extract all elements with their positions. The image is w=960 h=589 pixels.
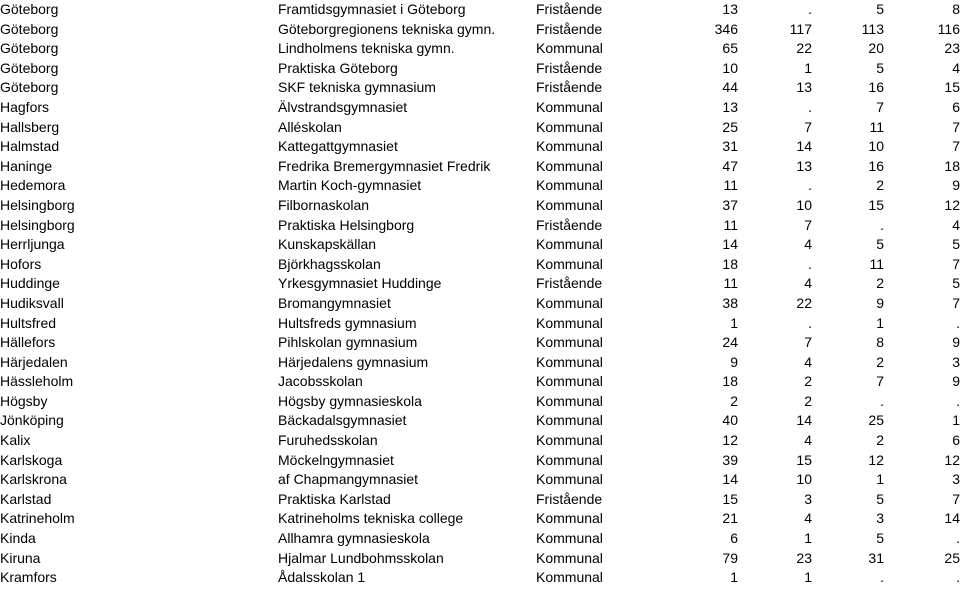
count-col4-cell: 4	[952, 216, 960, 233]
organizer-cell: Kommunal	[536, 314, 603, 331]
count-col4-cell: .	[956, 314, 960, 331]
count-col2-cell: 7	[804, 118, 812, 135]
count-col2-cell: 2	[804, 392, 812, 409]
municipality-cell: Haninge	[0, 157, 53, 174]
organizer-cell: Kommunal	[536, 549, 603, 566]
count-col3-cell: 5	[876, 530, 884, 547]
count-col3-cell: 8	[876, 334, 884, 351]
count-col3-cell: 1	[876, 314, 884, 331]
school-cell: Filbornaskolan	[278, 196, 370, 213]
count-col4-cell: 4	[952, 59, 960, 76]
school-cell: Yrkesgymnasiet Huddinge	[278, 275, 442, 292]
count-col4-cell: 8	[952, 1, 960, 17]
school-cell: Martin Koch-gymnasiet	[278, 177, 422, 194]
table-row	[0, 98, 960, 118]
table-row	[0, 451, 960, 471]
count-total-cell: 24	[722, 334, 738, 351]
municipality-cell: Högsby	[0, 392, 48, 409]
count-total-cell: 2	[730, 392, 738, 409]
count-total-cell: 18	[722, 373, 738, 390]
organizer-cell: Kommunal	[536, 373, 603, 390]
organizer-cell: Kommunal	[536, 196, 603, 213]
table-row	[0, 509, 960, 529]
organizer-cell: Kommunal	[536, 40, 603, 57]
count-col3-cell: 31	[868, 549, 884, 566]
count-total-cell: 346	[714, 20, 738, 37]
count-col3-cell: 16	[868, 79, 884, 96]
count-total-cell: 11	[723, 216, 738, 233]
count-col4-cell: 6	[952, 432, 960, 449]
count-total-cell: 37	[722, 196, 738, 213]
municipality-cell: Göteborg	[0, 40, 59, 57]
count-col2-cell: 22	[796, 40, 812, 57]
count-col4-cell: 9	[952, 177, 960, 194]
count-col2-cell: 14	[796, 138, 812, 155]
count-col3-cell: 9	[876, 294, 884, 311]
count-col3-cell: 5	[876, 490, 884, 507]
municipality-cell: Hässleholm	[0, 373, 74, 390]
municipality-cell: Karlskoga	[0, 451, 63, 468]
count-col3-cell: 5	[876, 1, 884, 17]
count-col2-cell: 14	[796, 412, 812, 429]
table-row	[0, 353, 960, 373]
school-cell: Hjalmar Lundbohmsskolan	[278, 549, 444, 566]
count-col4-cell: 12	[944, 451, 960, 468]
school-cell: Kunskapskällan	[278, 236, 377, 253]
count-col2-cell: .	[808, 255, 812, 272]
table-row	[0, 0, 960, 20]
organizer-cell: Kommunal	[536, 294, 603, 311]
school-cell: Allhamra gymnasieskola	[278, 530, 430, 547]
school-cell: Katrineholms tekniska college	[278, 510, 464, 527]
count-col2-cell: .	[808, 98, 812, 115]
count-col3-cell: 7	[876, 98, 884, 115]
count-col2-cell: .	[808, 1, 812, 17]
count-col3-cell: 10	[868, 138, 884, 155]
count-total-cell: 13	[722, 98, 738, 115]
count-col3-cell: 5	[876, 236, 884, 253]
count-col2-cell: 7	[804, 334, 812, 351]
table-row	[0, 294, 960, 314]
school-cell: Hultsfreds gymnasium	[278, 314, 417, 331]
municipality-cell: Kinda	[0, 530, 36, 547]
count-total-cell: 14	[722, 236, 738, 253]
municipality-cell: Helsingborg	[0, 196, 75, 213]
count-total-cell: 11	[723, 177, 738, 194]
count-col4-cell: 7	[952, 118, 960, 135]
organizer-cell: Fristående	[536, 275, 603, 292]
organizer-cell: Kommunal	[536, 510, 603, 527]
count-col3-cell: 15	[868, 196, 884, 213]
count-total-cell: 11	[723, 275, 738, 292]
count-total-cell: 15	[722, 490, 738, 507]
count-col4-cell: 7	[952, 490, 960, 507]
count-col2-cell: 4	[804, 432, 812, 449]
municipality-cell: Hallsberg	[0, 118, 60, 135]
count-col4-cell: 3	[952, 471, 960, 488]
count-col3-cell: 20	[868, 40, 884, 57]
school-cell: Praktiska Karlstad	[278, 490, 391, 507]
count-col4-cell: 14	[944, 510, 960, 527]
municipality-cell: Jönköping	[0, 412, 64, 429]
count-col2-cell: 4	[804, 510, 812, 527]
count-col4-cell: 6	[952, 98, 960, 115]
table-row	[0, 118, 960, 138]
organizer-cell: Kommunal	[536, 177, 603, 194]
count-col3-cell: 2	[876, 275, 884, 292]
count-col3-cell: 2	[876, 432, 884, 449]
count-total-cell: 10	[722, 59, 738, 76]
organizer-cell: Fristående	[536, 1, 603, 17]
organizer-cell: Fristående	[536, 216, 603, 233]
count-col3-cell: 16	[868, 157, 884, 174]
municipality-cell: Helsingborg	[0, 216, 75, 233]
table-row	[0, 490, 960, 510]
count-col2-cell: 23	[796, 549, 812, 566]
count-col4-cell: 5	[952, 236, 960, 253]
school-cell: Högsby gymnasieskola	[278, 392, 422, 409]
school-cell: Ådalsskolan 1	[278, 569, 366, 586]
municipality-cell: Hagfors	[0, 98, 50, 115]
count-col2-cell: 22	[796, 294, 812, 311]
count-col4-cell: 25	[944, 549, 960, 566]
count-col4-cell: 7	[952, 138, 960, 155]
organizer-cell: Kommunal	[536, 118, 603, 135]
table-row	[0, 431, 960, 451]
count-col4-cell: .	[956, 392, 960, 409]
count-col3-cell: .	[880, 216, 884, 233]
count-col3-cell: 7	[876, 373, 884, 390]
count-col4-cell: 18	[944, 157, 960, 174]
count-col2-cell: 3	[804, 490, 812, 507]
organizer-cell: Kommunal	[536, 138, 603, 155]
table-row	[0, 39, 960, 59]
organizer-cell: Kommunal	[536, 236, 603, 253]
municipality-cell: Göteborg	[0, 1, 59, 17]
school-cell: SKF tekniska gymnasium	[278, 79, 436, 96]
school-cell: Göteborgregionens tekniska gymn.	[278, 20, 496, 37]
count-total-cell: 21	[722, 510, 738, 527]
table-row	[0, 470, 960, 490]
count-total-cell: 1	[730, 314, 738, 331]
organizer-cell: Fristående	[536, 59, 603, 76]
organizer-cell: Kommunal	[536, 334, 603, 351]
count-total-cell: 44	[722, 79, 738, 96]
organizer-cell: Fristående	[536, 20, 603, 37]
table-row	[0, 196, 960, 216]
table-row	[0, 59, 960, 79]
count-col2-cell: 4	[804, 275, 812, 292]
organizer-cell: Fristående	[536, 79, 603, 96]
count-total-cell: 13	[722, 1, 738, 17]
table-row	[0, 392, 960, 412]
count-total-cell: 65	[722, 40, 738, 57]
count-col3-cell: 2	[876, 353, 884, 370]
count-col2-cell: 117	[789, 20, 812, 37]
organizer-cell: Kommunal	[536, 255, 603, 272]
school-cell: Jacobsskolan	[278, 373, 363, 390]
table-row	[0, 255, 960, 275]
municipality-cell: Karlstad	[0, 490, 52, 507]
municipality-cell: Karlskrona	[0, 471, 67, 488]
organizer-cell: Kommunal	[536, 353, 603, 370]
count-col4-cell: 7	[952, 294, 960, 311]
organizer-cell: Kommunal	[536, 569, 603, 586]
table-row	[0, 176, 960, 196]
organizer-cell: Kommunal	[536, 392, 603, 409]
organizer-cell: Kommunal	[536, 530, 603, 547]
municipality-cell: Göteborg	[0, 20, 59, 37]
municipality-cell: Huddinge	[0, 275, 60, 292]
count-col4-cell: 1	[952, 412, 960, 429]
school-cell: Bromangymnasiet	[278, 294, 391, 311]
table-row	[0, 333, 960, 353]
count-total-cell: 39	[722, 451, 738, 468]
organizer-cell: Kommunal	[536, 98, 603, 115]
count-col2-cell: 1	[804, 59, 812, 76]
school-cell: Lindholmens tekniska gymn.	[278, 40, 455, 57]
school-cell: Praktiska Göteborg	[278, 59, 398, 76]
school-cell: Praktiska Helsingborg	[278, 216, 415, 233]
count-col2-cell: 13	[796, 79, 812, 96]
count-col2-cell: 10	[796, 471, 812, 488]
table-row	[0, 235, 960, 255]
table-row	[0, 529, 960, 549]
school-cell: Älvstrandsgymnasiet	[278, 98, 408, 115]
table-row	[0, 568, 960, 588]
count-total-cell: 31	[722, 138, 738, 155]
count-total-cell: 14	[722, 471, 738, 488]
municipality-cell: Halmstad	[0, 138, 60, 155]
school-cell: Härjedalens gymnasium	[278, 353, 429, 370]
table-row	[0, 137, 960, 157]
count-col4-cell: .	[956, 569, 960, 586]
count-total-cell: 18	[722, 255, 738, 272]
count-col3-cell: 25	[868, 412, 884, 429]
table-row	[0, 549, 960, 569]
count-col2-cell: 13	[796, 157, 812, 174]
municipality-cell: Kramfors	[0, 569, 57, 586]
count-col4-cell: 9	[952, 334, 960, 351]
municipality-cell: Härjedalen	[0, 353, 68, 370]
count-col2-cell: .	[808, 177, 812, 194]
count-col4-cell: 9	[952, 373, 960, 390]
count-col3-cell: 1	[876, 471, 884, 488]
school-cell: Fredrika Bremergymnasiet Fredrik	[278, 157, 491, 174]
count-col4-cell: 15	[944, 79, 960, 96]
table-row	[0, 411, 960, 431]
count-col2-cell: 10	[796, 196, 812, 213]
school-cell: Pihlskolan gymnasium	[278, 334, 418, 351]
organizer-cell: Kommunal	[536, 471, 603, 488]
municipality-cell: Hudiksvall	[0, 294, 64, 311]
count-col2-cell: 15	[796, 451, 812, 468]
table-row	[0, 157, 960, 177]
count-total-cell: 38	[722, 294, 738, 311]
count-total-cell: 9	[730, 353, 738, 370]
count-col4-cell: 116	[937, 20, 960, 37]
school-cell: Furuhedsskolan	[278, 432, 378, 449]
count-col4-cell: 12	[944, 196, 960, 213]
school-cell: Björkhagsskolan	[278, 255, 381, 272]
count-col2-cell: 1	[804, 530, 812, 547]
count-col2-cell: 7	[804, 216, 812, 233]
school-cell: Framtidsgymnasiet i Göteborg	[278, 1, 466, 17]
count-total-cell: 12	[722, 432, 738, 449]
school-cell: Kattegattgymnasiet	[278, 138, 398, 155]
municipality-cell: Herrljunga	[0, 236, 65, 253]
organizer-cell: Fristående	[536, 490, 603, 507]
organizer-cell: Kommunal	[536, 451, 603, 468]
count-total-cell: 47	[722, 157, 738, 174]
municipality-cell: Göteborg	[0, 79, 59, 96]
municipality-cell: Katrineholm	[0, 510, 75, 527]
table-row	[0, 216, 960, 236]
school-cell: Möckelngymnasiet	[278, 451, 394, 468]
table-row	[0, 274, 960, 294]
school-cell: af Chapmangymnasiet	[278, 471, 419, 488]
count-total-cell: 40	[722, 412, 738, 429]
organizer-cell: Kommunal	[536, 157, 603, 174]
count-col2-cell: .	[808, 314, 812, 331]
count-col4-cell: 23	[944, 40, 960, 57]
count-col2-cell: 2	[804, 373, 812, 390]
table-row	[0, 20, 960, 40]
count-col3-cell: 2	[876, 177, 884, 194]
organizer-cell: Kommunal	[536, 412, 603, 429]
count-col4-cell: 7	[952, 255, 960, 272]
count-col3-cell: .	[880, 569, 884, 586]
count-col4-cell: .	[956, 530, 960, 547]
municipality-cell: Hofors	[0, 255, 42, 272]
count-col3-cell: 11	[869, 255, 884, 272]
school-cell: Alléskolan	[278, 118, 342, 135]
count-col2-cell: 4	[804, 353, 812, 370]
count-col3-cell: 5	[876, 59, 884, 76]
municipality-cell: Göteborg	[0, 59, 59, 76]
count-col3-cell: .	[880, 392, 884, 409]
municipality-cell: Hällefors	[0, 334, 56, 351]
count-col3-cell: 11	[869, 118, 884, 135]
count-total-cell: 1	[730, 569, 738, 586]
count-total-cell: 79	[722, 549, 738, 566]
count-col2-cell: 1	[804, 569, 812, 586]
count-col2-cell: 4	[804, 236, 812, 253]
count-col3-cell: 113	[861, 20, 884, 37]
municipality-cell: Kiruna	[0, 549, 41, 566]
count-total-cell: 6	[730, 530, 738, 547]
municipality-cell: Hultsfred	[0, 314, 57, 331]
municipality-cell: Hedemora	[0, 177, 66, 194]
table-row	[0, 78, 960, 98]
municipality-cell: Kalix	[0, 432, 31, 449]
organizer-cell: Kommunal	[536, 432, 603, 449]
count-col3-cell: 3	[876, 510, 884, 527]
school-cell: Bäckadalsgymnasiet	[278, 412, 407, 429]
count-col3-cell: 12	[868, 451, 884, 468]
table-row	[0, 314, 960, 334]
count-col4-cell: 5	[952, 275, 960, 292]
count-total-cell: 25	[722, 118, 738, 135]
table-row	[0, 372, 960, 392]
count-col4-cell: 3	[952, 353, 960, 370]
